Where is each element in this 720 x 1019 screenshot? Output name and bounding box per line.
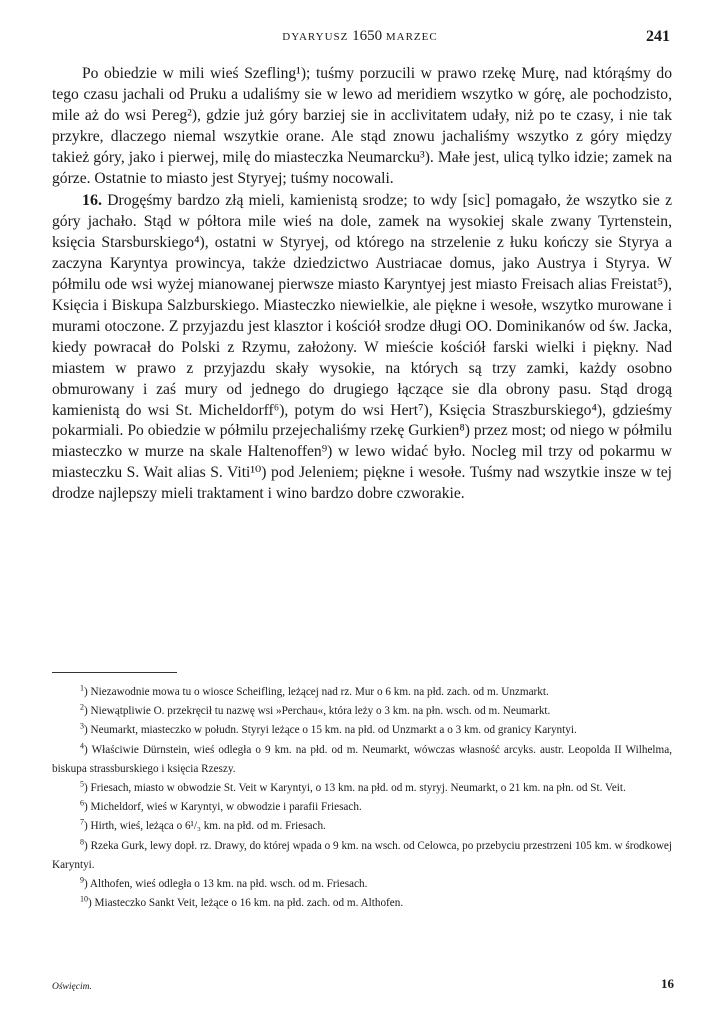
footnote-mark: 2 xyxy=(80,702,84,712)
footnote-text: Hirth, wieś, leżąca o 6¹/₃ km. na płd. od m. Friesach. xyxy=(90,820,326,833)
footnote-mark: 7 xyxy=(80,817,84,827)
running-head-left: DYARYUSZ xyxy=(282,31,353,43)
paragraph xyxy=(52,191,672,505)
footnote-text: Miasteczko Sankt Veit, leżące o 16 km. na płd. zach. od m. Althofen. xyxy=(94,897,404,910)
footnote-text: Właściwie Dürnstein, wieś odległa o 9 km. na płd. od m. Neumarkt, wówczas własność arcyks. austr. Leopolda II Wilhelma, biskupa strassburskiego i księcia Rzeszy. xyxy=(52,743,672,775)
footnote-text: Neumarkt, miasteczko w połudn. Styryi leżące o 15 km. na płd. od Unzmarkt a o 3 km. od granicy Karyntyi. xyxy=(90,724,577,737)
footnote: $^4$) Właściwie Dürnstein, wieś odległa o 9 km. na płd. od m. Neumarkt, wówczas własność arcyks. austr. Leopolda II Wilhelma, biskupa strassburskiego i księcia Rzeszy. xyxy=(52,740,672,775)
footnote: $^3$) Neumarkt, miasteczko w połudn. Styryi leżące o 15 km. na płd. od Unzmarkt a o 3 km. od granicy Karyntyi. xyxy=(80,721,577,737)
footnote: $^7$) Hirth, wieś, leżąca o 6¹/₃ km. na płd. od m. Friesach. xyxy=(80,817,326,833)
footnote-text: Althofen, wieś odległa o 13 km. na płd. wsch. od m. Friesach. xyxy=(89,878,368,891)
sheet-number: 16 xyxy=(661,976,674,991)
footnote: $^8$) Rzeka Gurk, lewy dopł. rz. Drawy, do której wpada o 9 km. na wsch. od Celowca, po przebyciu przestrzeni 105 km. w środkowej Karyntyi. xyxy=(52,836,672,871)
footnote: $^2$) Niewątpliwie O. przekręcił tu nazwę wsi »Perchau«, która leży o 3 km. na płn. wsch. od m. Neumarkt. xyxy=(80,702,551,718)
paragraph-text: Po obiedzie w mili wieś Szefling¹); tuśmy porzucili w prawo rzekę Murę, nad którąśmy do tego czasu jachali od Pruku a udaliśmy sie w lewo ad meridiem wszytko w górę, ale pochodzisto, mile aż do wsi Pereg²), gdzie już góry barziej sie in acclivitatem udały, niż po te czasy, i nie tak przykre, dlaczego niemal wszytkie orane. Ale stąd znowu jachaliśmy wszytko z góry między takież góry, jako i pierwej, milę do miasteczka Neumarcku³). Małe jest, ulicą tylko idzie; zamek na górze. Ostatnie to miasto jest Styryej; tuśmy nocowali. xyxy=(52,65,672,187)
footnote-mark: 8 xyxy=(80,836,84,846)
printer-signature: Oświęcim. xyxy=(52,982,92,992)
footnote-mark: 6 xyxy=(80,798,84,808)
page-header xyxy=(50,28,670,52)
running-head-right: MARZEC xyxy=(382,31,438,43)
running-head xyxy=(50,28,670,45)
paragraph-text: Drogęśmy bardzo złą mieli, kamienistą srodze; to wdy [sic] pomagało, że wszytko sie z góry jachało. Stąd w półtora mile wieś na dole, zamek na wysokiej skale zwany Tyrtenstein, księcia Starsburskiego⁴), ostatni w Styryej, od którego na strzelenie z łuku kończy sie Styrya a zaczyna Karyntya prowincya, także dziedzictwo Austriacae domus, jako Austrya i Styrya. W półmilu ode wsi wyżej mianowanej pierwsze miasto Karyntyej jest miasto Freisach alias Freistat⁵), Księcia i Biskupa Salzburskiego. Miasteczko niewielkie, ale piękne i wesołe, wszytko murowane i murami otoczone. Z przyjazdu jest klasztor i kościół srodze długi OO. Dominikanów od św. Jacka, kiedy powracał do Polski z Rzymu, założony. W mieście kościół farski wielki i piękny. Nad miastem w prawo z przyjazdu skały wysokie, na których są trzy zamki, każdy osobno obmurowany i zaś mury od jednego do drugiego łączące sie dla obrony pasu. Stąd drogą kamienistą do wsi St. Micheldorff⁶), potym do wsi Hert⁷), Księcia Straszburskiego⁴), gdzieśmy pokarmiali. Po obiedzie w półmilu przejechaliśmy rzekę Gurkien⁸) przez most; od niego w półmilu miasteczko w murze na skale Haltenoffen⁹) w lewo widać było. Nocleg mil trzy od pokarmu w miasteczku S. Wait alias S. Viti¹⁰) pod Jeleniem; piękne i wesołe. Tuśmy nad wszytkie insze w tej drodze najlepszy mieli traktament i wino bardzo dobre czworakie. xyxy=(52,192,672,503)
footnote: $^5$) Friesach, miasto w obwodzie St. Veit w Karyntyi, o 13 km. na płd. od m. styryj. Neumarkt, o 21 km. na płn. od St. Veit. xyxy=(80,779,626,795)
footnote-mark: 1 xyxy=(80,683,84,693)
footnotes xyxy=(52,683,672,913)
footnote: $^{10}$) Miasteczko Sankt Veit, leżące o 16 km. na płd. zach. od m. Althofen. xyxy=(80,894,404,910)
footnote-mark: 4 xyxy=(80,740,84,750)
footnote-mark: 3 xyxy=(80,721,84,731)
footnote-mark: 9 xyxy=(80,875,84,885)
footnote-text: Rzeka Gurk, lewy dopł. rz. Drawy, do której wpada o 9 km. na wsch. od Celowca, po przebyciu przestrzeni 105 km. w środkowej Karyntyi. xyxy=(52,839,672,871)
section-number: 16. xyxy=(82,192,102,210)
footnote: $^6$) Micheldorf, wieś w Karyntyi, w obwodzie i parafii Friesach. xyxy=(80,798,362,814)
footnote: $^1$) Niezawodnie mowa tu o wiosce Scheifling, leżącej nad rz. Mur o 6 km. na płd. zach. od m. Unzmarkt. xyxy=(80,683,549,698)
footnote-text: Micheldorf, wieś w Karyntyi, w obwodzie i parafii Friesach. xyxy=(90,801,362,814)
page-number: 241 xyxy=(646,28,670,45)
footnote-separator xyxy=(52,672,177,673)
footnote-mark: 5 xyxy=(80,779,84,789)
footnote-text: Niezawodnie mowa tu o wiosce Scheifling, leżącej nad rz. Mur o 6 km. na płd. zach. od m. Unzmarkt. xyxy=(90,686,549,698)
footnote-text: Niewątpliwie O. przekręcił tu nazwę wsi »Perchau«, która leży o 3 km. na płn. wsch. od m. Neumarkt. xyxy=(90,705,551,718)
footnote: $^9$) Althofen, wieś odległa o 13 km. na płd. wsch. od m. Friesach. xyxy=(80,875,368,891)
paragraph xyxy=(52,64,672,189)
page-footer xyxy=(52,976,674,996)
footnote-text: Friesach, miasto w obwodzie St. Veit w Karyntyi, o 13 km. na płd. od m. styryj. Neumarkt, o 21 km. na płn. od St. Veit. xyxy=(90,782,626,795)
running-head-year: 1650 xyxy=(352,28,383,44)
footnote-mark: 10 xyxy=(80,894,88,904)
main-text xyxy=(52,64,672,505)
